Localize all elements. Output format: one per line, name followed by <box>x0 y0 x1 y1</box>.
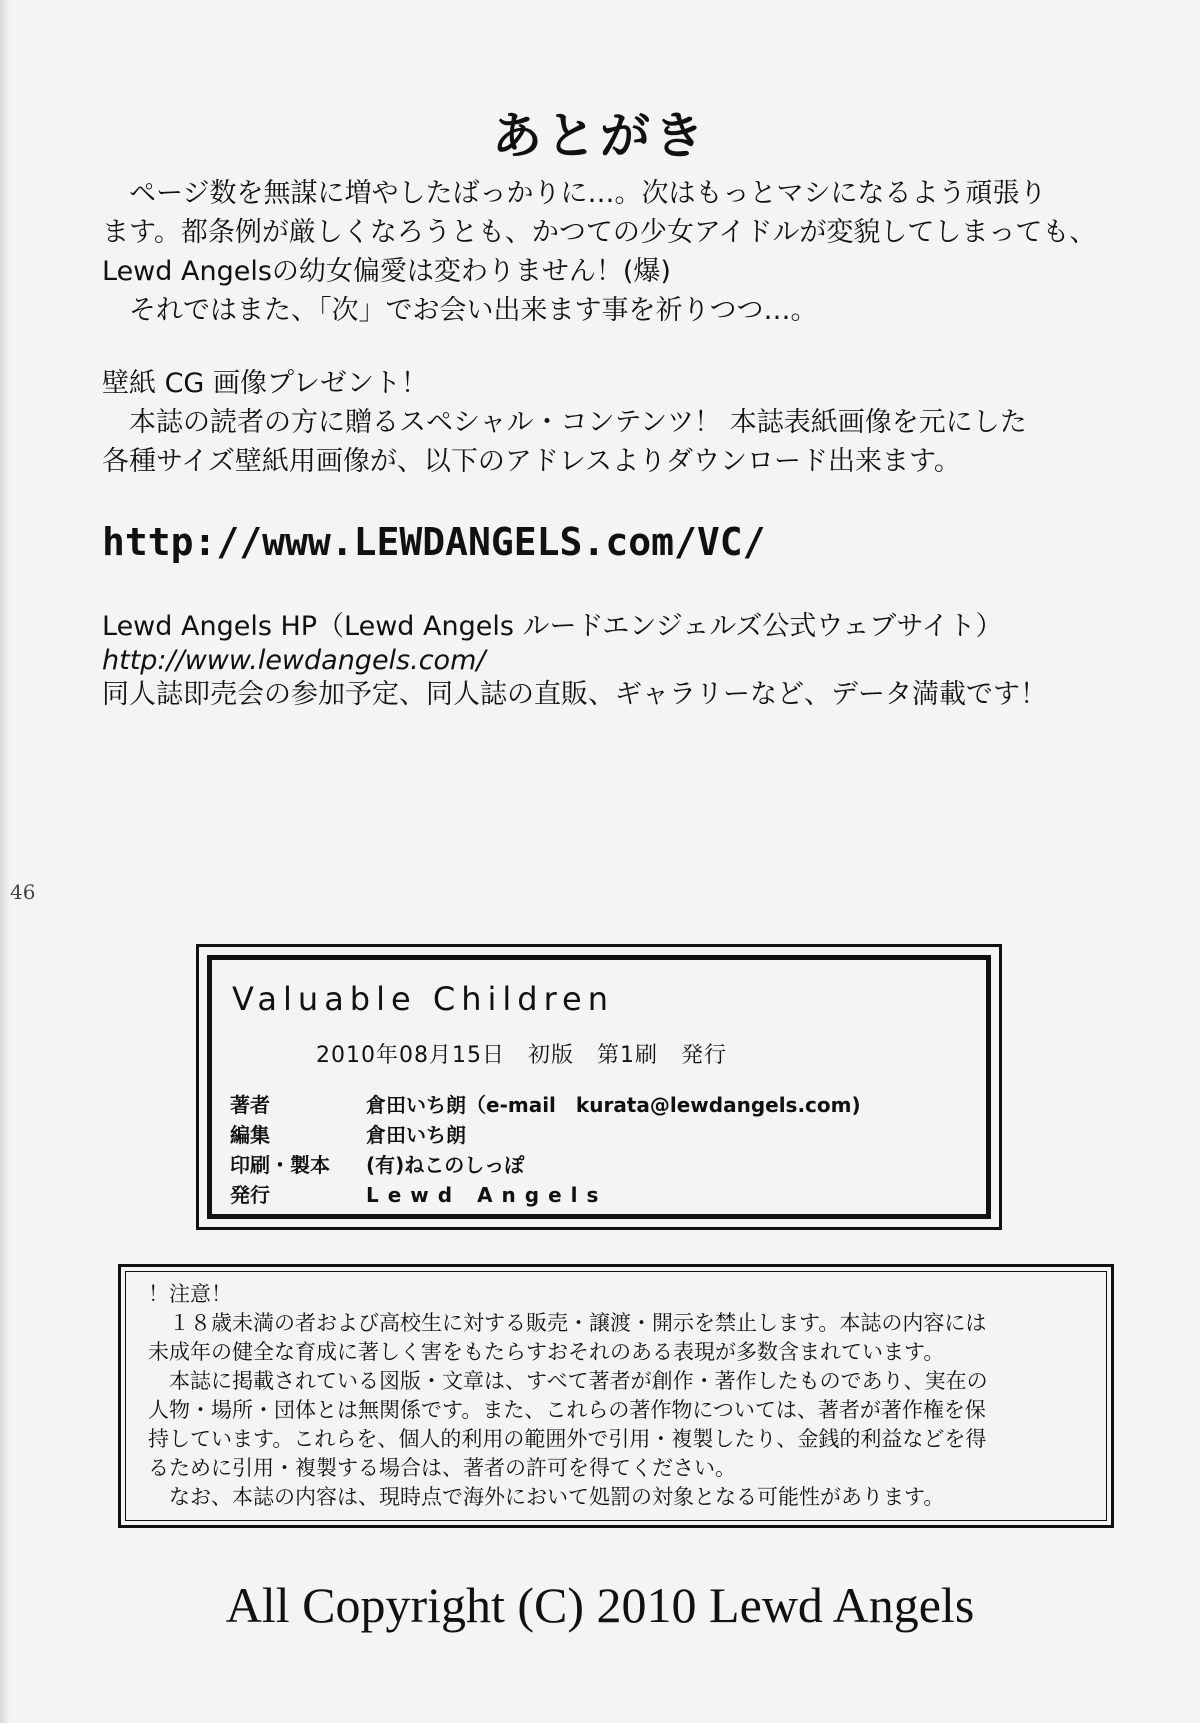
credit-label: 著者 <box>230 1093 270 1117</box>
homepage-label: Lewd Angels HP（Lewd Angels ルードエンジェルズ公式ウェブサイト） <box>102 611 1003 642</box>
notice-line: 未成年の健全な育成に著しく害をもたらすおそれのある表現が多数含まれています。 <box>148 1340 945 1364</box>
credit-row-author <box>230 1090 861 1120</box>
notice-line: なお、本誌の内容は、現時点で海外において処罰の対象となる可能性があります。 <box>148 1485 945 1509</box>
notice-heading: ！注意！ <box>148 1282 232 1306</box>
wallpaper-line-1: 本誌の読者の方に贈るスペシャル・コンテンツ！ 本誌表紙画像を元にした <box>102 407 1027 438</box>
credit-value: 倉田いち朗 <box>366 1123 466 1147</box>
notice-box <box>118 1264 1114 1528</box>
homepage-description: 同人誌即売会の参加予定、同人誌の直販、ギャラリーなど、データ満載です！ <box>102 679 1047 710</box>
credit-value: Lewd Angels <box>366 1183 608 1207</box>
credit-value: 倉田いち朗（e-mail kurata@lewdangels.com) <box>366 1093 861 1117</box>
notice-line: るために引用・複製する場合は、著者の許可を得てください。 <box>148 1456 736 1480</box>
afterword-line-2: ます。都条例が厳しくなろうとも、かつての少女アイドルが変貌してしまっても、 <box>102 217 1097 248</box>
credit-row-printing <box>230 1150 861 1180</box>
credit-row-publisher <box>230 1180 861 1210</box>
wallpaper-heading: 壁紙 CG 画像プレゼント！ <box>102 368 428 399</box>
colophon-inner-border <box>207 955 991 1219</box>
page-binding-edge <box>0 0 10 1723</box>
wallpaper-url: http://www.LEWDANGELS.com/VC/ <box>102 520 766 564</box>
notice-line: 持しています。これらを、個人的利用の範囲外で引用・複製したり、金銭的利益などを得 <box>148 1427 987 1451</box>
credits-list <box>230 1090 861 1210</box>
notice-line: 人物・場所・団体とは無関係です。また、これらの著作物については、著者が著作権を保 <box>148 1398 986 1422</box>
credit-label: 印刷・製本 <box>230 1153 330 1177</box>
credit-label: 編集 <box>230 1123 270 1147</box>
credit-value: (有)ねこのしっぽ <box>366 1153 525 1177</box>
credit-row-editor <box>230 1120 861 1150</box>
afterword-line-1: ページ数を無謀に増やしたばっかりに…。次はもっとマシになるよう頑張り <box>102 178 1047 209</box>
copyright-line: All Copyright (C) 2010 Lewd Angels <box>225 1577 975 1633</box>
notice-line: １８歳未満の者および高校生に対する販売・譲渡・開示を禁止します。本誌の内容には <box>148 1311 987 1335</box>
page-number: 46 <box>10 880 36 904</box>
afterword-line-3: Lewd Angelsの幼女偏愛は変わりません！(爆) <box>102 256 671 287</box>
credit-label: 発行 <box>230 1183 270 1207</box>
wallpaper-line-2: 各種サイズ壁紙用画像が、以下のアドレスよりダウンロード出来ます。 <box>102 446 961 477</box>
afterword-line-4: それではまた、「次」でお会い出来ます事を祈りつつ…。 <box>102 295 818 326</box>
afterword-title: あとがき <box>492 107 708 165</box>
colophon-box <box>196 944 1002 1230</box>
homepage-block <box>102 610 1047 712</box>
publication-date: 2010年08月15日 初版 第1刷 発行 <box>316 1043 727 1068</box>
notice-line: 本誌に掲載されている図版・文章は、すべて著者が創作・著作したものであり、実在の <box>148 1369 988 1393</box>
book-title: Valuable Children <box>232 980 614 1018</box>
homepage-url: http://www.lewdangels.com/ <box>102 645 486 676</box>
notice-inner-border <box>125 1271 1107 1521</box>
